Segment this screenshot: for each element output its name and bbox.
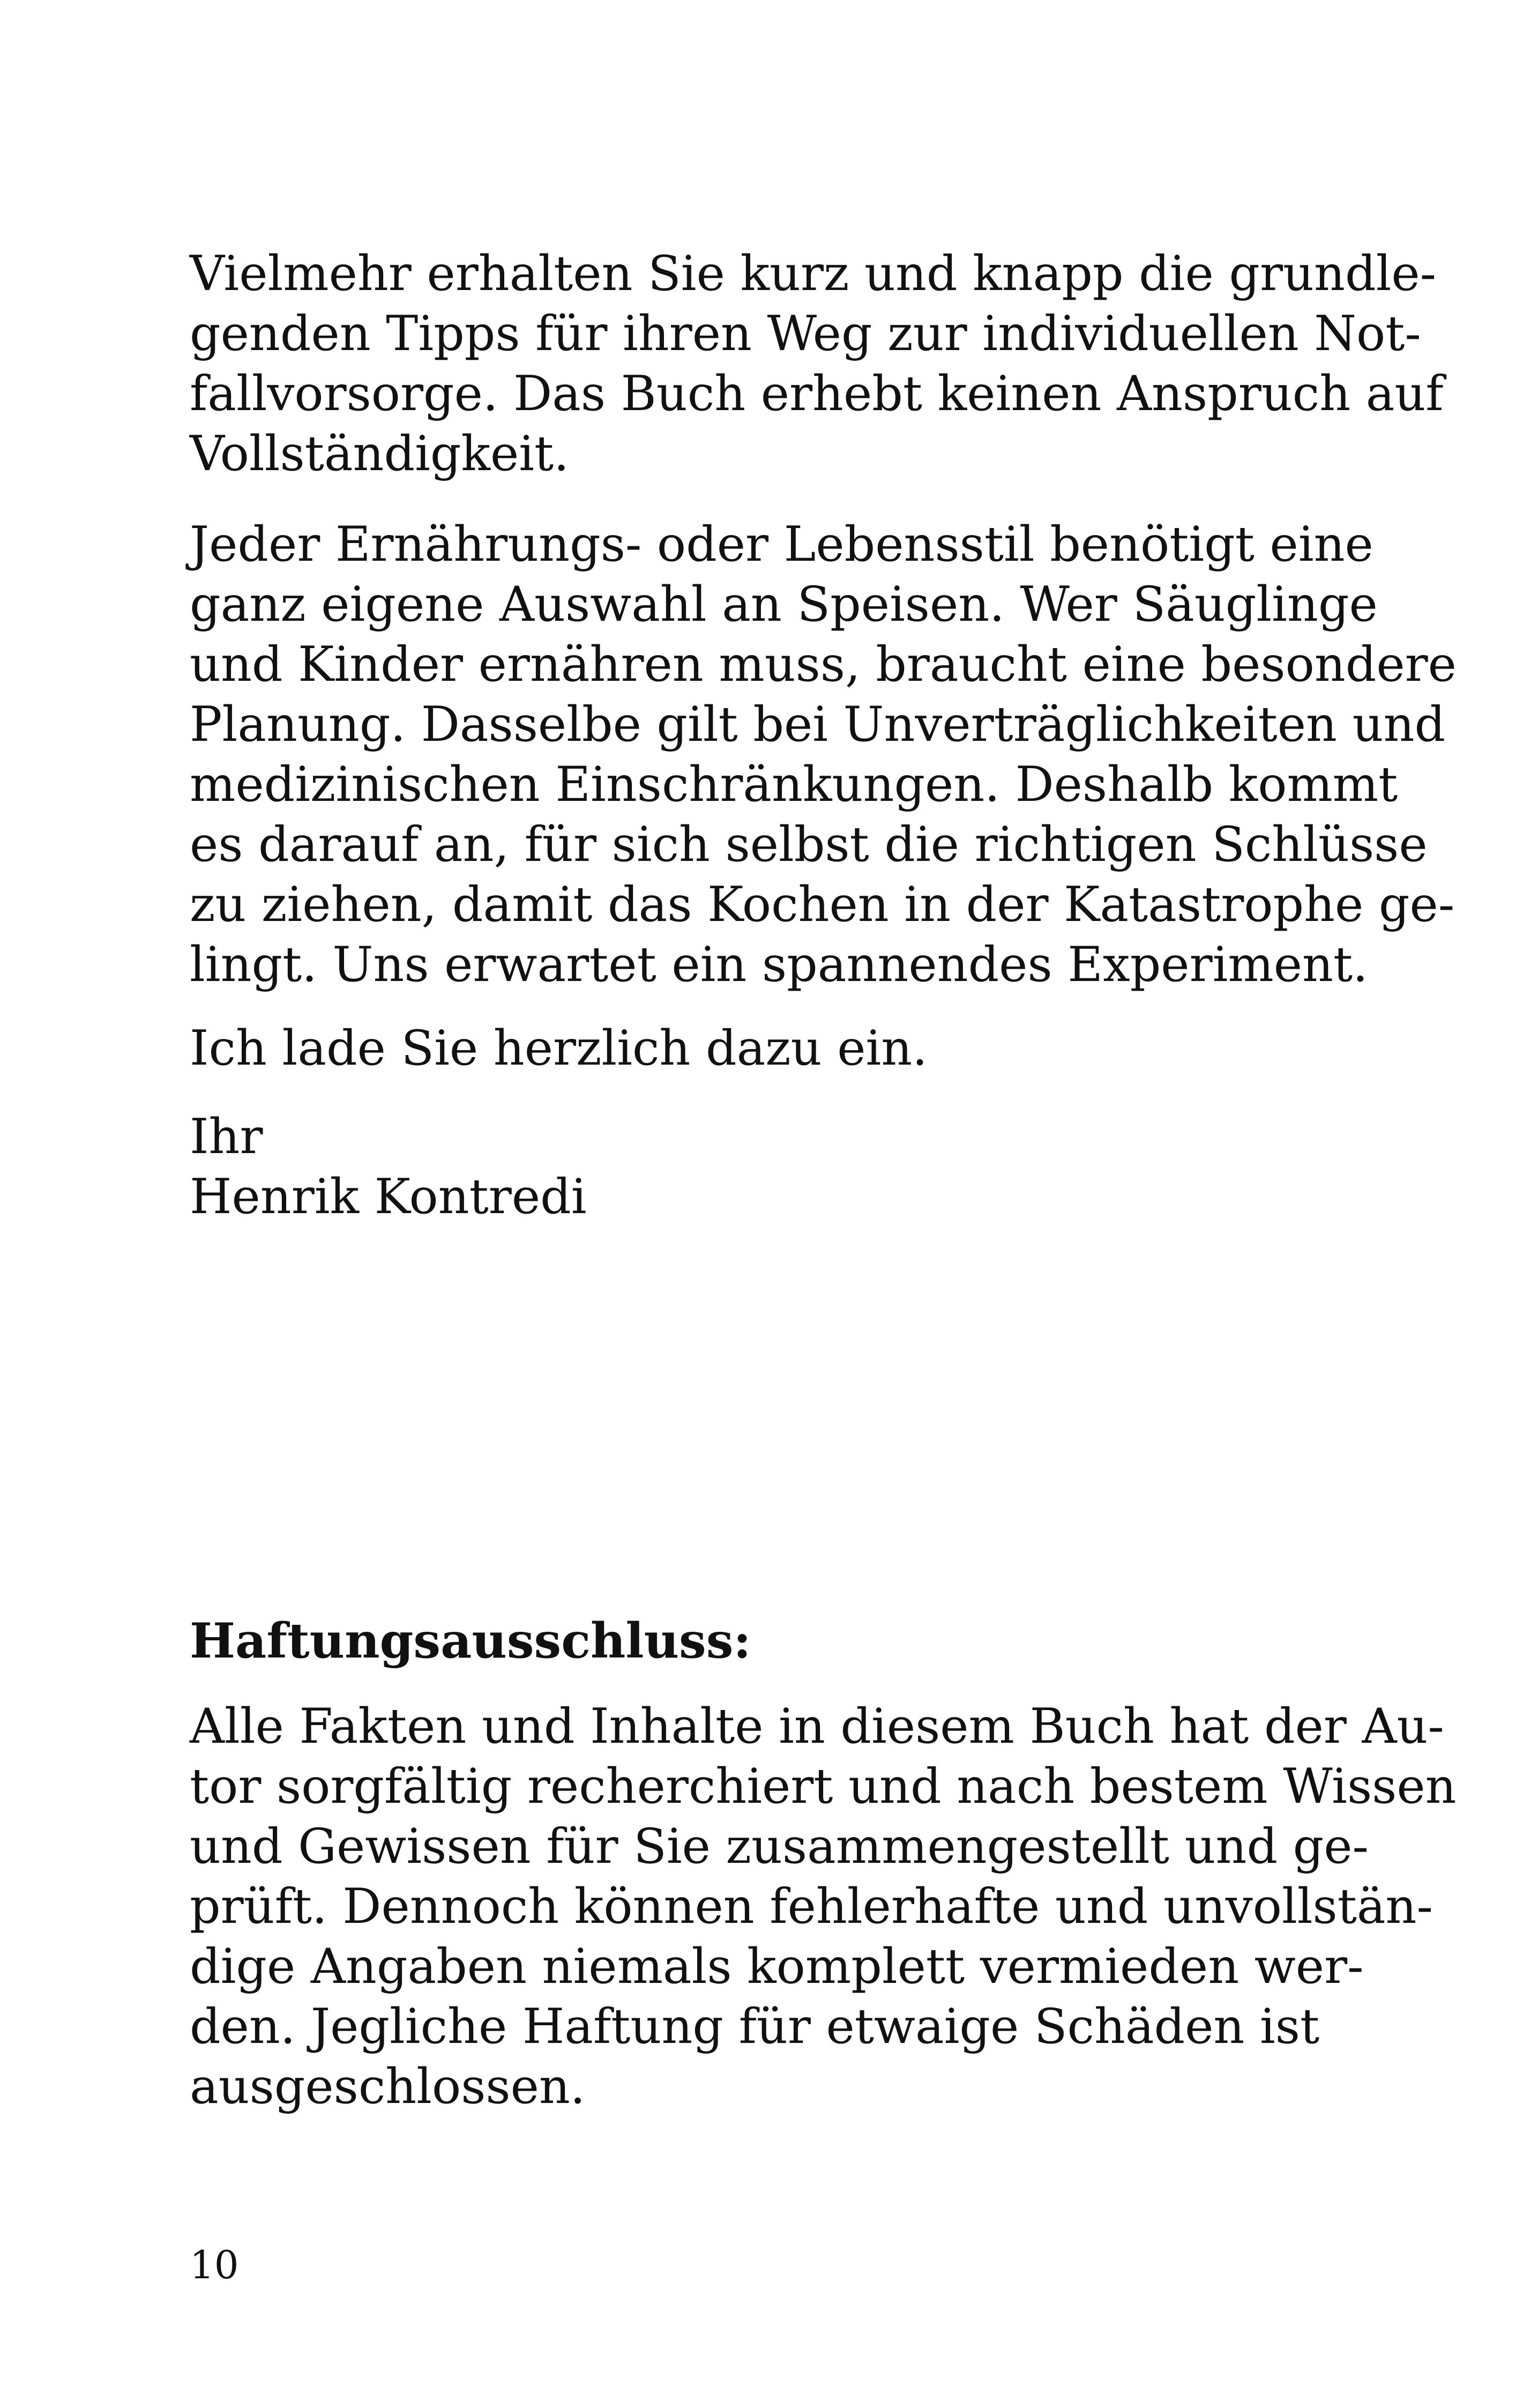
disclaimer-heading [190,1611,1297,1671]
disclaimer-line: dige Angaben niemals komplett vermieden wer- [190,1938,1364,1995]
lifestyle-line: medizinischen Einschränkungen. Deshalb kommt [190,756,1398,813]
intro-line: fallvorsorge. Das Buch erhebt keinen Anspruch auf [190,366,1444,422]
invitation-line: Ich lade Sie herzlich dazu ein. [190,1020,928,1076]
intro-line: genden Tipps für ihren Weg zur individuellen Not- [190,306,1421,362]
disclaimer-line: und Gewissen für Sie zusammengestellt und ge- [190,1818,1369,1875]
disclaimer-heading-text: Haftungsausschluss: [190,1612,751,1669]
lifestyle-line: ganz eigene Auswahl an Speisen. Wer Säuglinge [190,576,1378,633]
signature-name: Henrik Kontredi [190,1169,587,1225]
signature [190,1107,1297,1227]
intro-paragraph [190,244,1444,484]
lifestyle-line: Planung. Dasselbe gilt bei Unverträglichkeiten und [190,696,1446,753]
disclaimer-line: ausgeschlossen. [190,2058,586,2115]
lifestyle-line: Jeder Ernährungs- oder Lebensstil benötigt eine [190,516,1373,573]
disclaimer-paragraph [190,1697,1457,2117]
lifestyle-line: lingt. Uns erwartet ein spannendes Experiment. [190,937,1368,993]
signature-greeting: Ihr [190,1109,263,1165]
intro-line: Vollständigkeit. [190,426,569,482]
invitation-paragraph [190,1019,1297,1079]
disclaimer-line: Alle Fakten und Inhalte in diesem Buch hat der Au- [190,1698,1444,1755]
disclaimer-line: prüft. Dennoch können fehlerhafte und unvollstän- [190,1878,1433,1935]
lifestyle-line: zu ziehen, damit das Kochen in der Katastrophe ge- [190,876,1455,933]
lifestyle-line: es darauf an, für sich selbst die richtigen Schlüsse [190,816,1428,873]
intro-line: Vielmehr erhalten Sie kurz und knapp die grundle- [190,246,1437,302]
lifestyle-paragraph [190,515,1457,995]
page-number: 10 [190,2242,239,2287]
disclaimer-line: tor sorgfältig recherchiert und nach bestem Wissen [190,1758,1457,1815]
lifestyle-line: und Kinder ernähren muss, braucht eine besondere [190,636,1457,693]
disclaimer-line: den. Jegliche Haftung für etwaige Schäden ist [190,1998,1320,2055]
